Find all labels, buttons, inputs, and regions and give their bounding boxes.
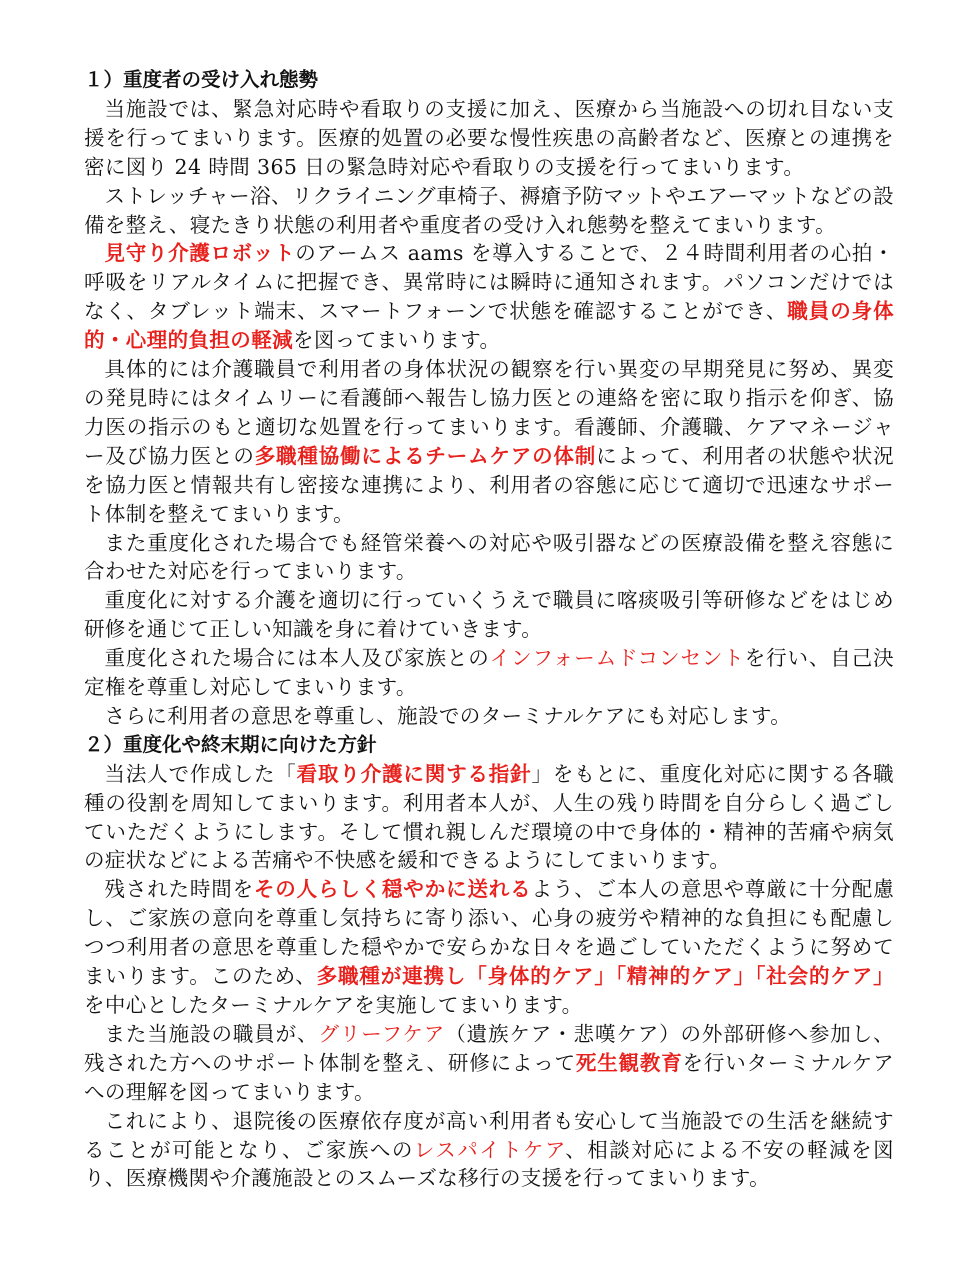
text-span: を図ってまいります。: [293, 328, 501, 353]
text-span: また当施設の職員が、: [104, 1021, 319, 1046]
paragraph: [84, 355, 894, 528]
highlight-text: その人らしく穏やかに送れる: [253, 877, 532, 902]
highlight-text: 多職種が連携し「身体的ケア」「精神的ケア」「社会的ケア」: [316, 964, 894, 989]
highlight-text: 死生観教育: [575, 1050, 683, 1075]
highlight-text: 職員の身体的・心理的負担の軽減: [84, 299, 894, 353]
document-body: [84, 66, 894, 1193]
paragraph: [84, 760, 894, 876]
text-span: 重度化された場合には本人及び家族との: [104, 646, 490, 671]
paragraph: [84, 1107, 894, 1194]
text-span: よう、ご本人の意思や尊厳に十分配慮し、ご家族の意向を尊重し気持ちに寄り添い、心身の疲労や精神的な負担にも配慮しつつ利用者の意思を尊重した穏やかで安らかな日々を過ごしていただくように努めてまいります。このため、: [84, 877, 894, 989]
text-span: のアームス aams を導入することで、２４時間利用者の心拍・呼吸をリアルタイムに把握でき、異常時には瞬時に通知されます。パソコンだけではなく、タブレット端末、スマートフォーンで状態を確認することができ、: [84, 241, 894, 324]
paragraph: さらに利用者の意思を尊重し、施設でのターミナルケアにも対応します。: [104, 703, 792, 728]
text-span: によって、利用者の状態や状況を協力医と情報共有し密接な連携により、利用者の容態に応じて適切で迅速なサポート体制を整えてまいります。: [84, 443, 894, 526]
paragraph: [84, 239, 894, 355]
paragraph: [84, 1020, 894, 1107]
paragraph: ストレッチャー浴、リクライニング車椅子、褥瘡予防マットやエアーマットなどの設備を整え、寝たきり状態の利用者や重度者の受け入れ態勢を整えてまいります。: [84, 183, 894, 237]
text-span: 、相談対応による不安の軽減を図り、医療機関や介護施設とのスムーズな移行の支援を行ってまいります。: [84, 1137, 895, 1191]
highlight-text: グリーフケア: [318, 1021, 446, 1046]
paragraph: [84, 875, 894, 1020]
paragraph: また重度化された場合でも経管栄養への対応や吸引器などの医療設備を整え容態に合わせた対応を行ってまいります。: [84, 530, 894, 584]
paragraph: [84, 644, 894, 702]
text-span: これにより、退院後の医療依存度が高い利用者も安心して当施設での生活を継続することが可能となり、ご家族への: [84, 1108, 894, 1162]
text-span: 具体的には介護職員で利用者の身体状況の観察を行い異変の早期発見に努め、異変の発見時にはタイムリーに看護師へ報告し協力医との連絡を密に取り指示を仰ぎ、協力医の指示のもと適切な処置を行ってまいります。看護師、介護職、ケアマネージャー及び協力医との: [84, 357, 894, 468]
highlight-text: 多職種協働によるチームケアの体制: [254, 443, 597, 468]
highlight-text: インフォームドコンセント: [489, 646, 745, 671]
section-heading-2: ２）重度化や終末期に向けた方針: [84, 732, 377, 756]
text-span: を中心としたターミナルケアを実施してまいります。: [84, 993, 583, 1017]
highlight-text: 見守り介護ロボット: [104, 241, 296, 266]
text-span: 当法人で作成した「: [104, 761, 297, 786]
paragraph: 当施設では、緊急対応時や看取りの支援に加え、医療から当施設への切れ目ない支援を行ってまいります。医療的処置の必要な慢性疾患の高齢者など、医療との連携を密に図り 24 時間 365 日の緊急時対応や看取りの支援を行ってまいります。: [84, 96, 894, 179]
text-span: を行い、自己決定権を尊重し対応してまいります。: [84, 646, 894, 700]
highlight-text: 看取り介護に関する指針: [296, 761, 532, 786]
text-span: 残された時間を: [104, 877, 254, 902]
text-span: を行いターミナルケアへの理解を図ってまいります。: [84, 1050, 894, 1104]
highlight-text: レスパイトケア: [413, 1137, 566, 1162]
text-span: 」をもとに、重度化対応に関する各職種の役割を周知してまいります。利用者本人が、人生の残り時間を自分らしく過ごしていただくようにします。そして慣れ親しんだ環境の中で身体的・精神的苦痛や病気の症状などによる苦痛や不快感を緩和できるようにしてまいります。: [84, 761, 894, 873]
section-heading-1: １）重度者の受け入れ態勢: [84, 68, 319, 91]
paragraph: 重度化に対する介護を適切に行っていくうえで職員に喀痰吸引等研修などをはじめ研修を通じて正しい知識を身に着けていきます。: [84, 588, 894, 642]
text-span: （遺族ケア・悲嘆ケア）の外部研修へ参加し、残された方へのサポート体制を整え、研修によって: [84, 1021, 894, 1075]
